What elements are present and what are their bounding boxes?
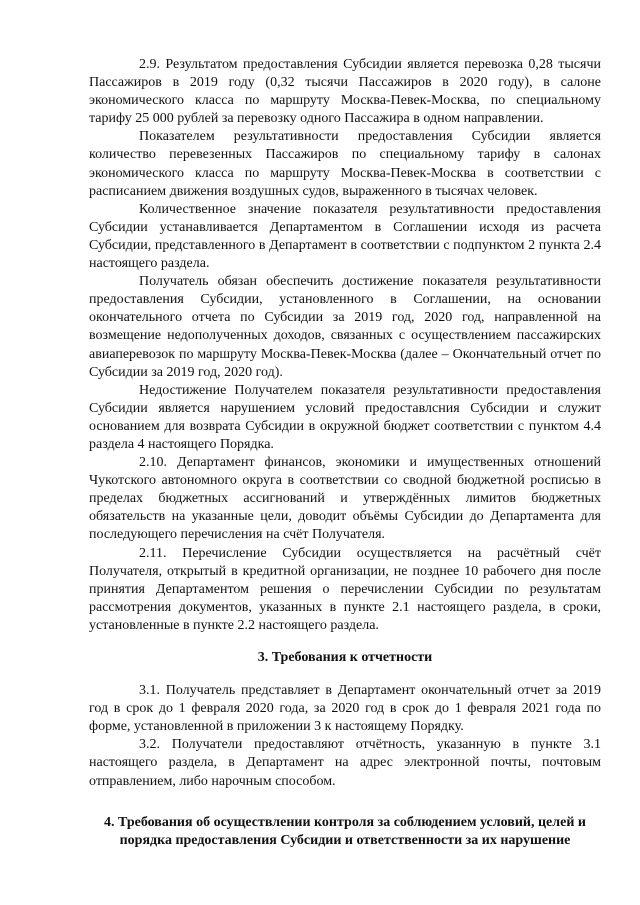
document-body: [89, 56, 601, 850]
paragraph-2-11: 2.11. Перечисление Субсидии осуществляется на расчётный счёт Получателя, открытый в кредитной организации, не позднее 10 рабочего дня после принятия Департаментом решения о перечислении Субсидии по результатам рассмотрения документов, указанных в пункте 2.1 настоящего раздела, в сроки, установленные в пункте 2.2 настоящего раздела.: [89, 545, 601, 633]
paragraph-3-1: 3.1. Получатель представляет в Департамент окончательный отчет за 2019 год в срок до 1 февраля 2020 года, за 2020 год в срок до 1 февраля 2021 года по форме, установленной в приложении 3 к настоящему Порядку.: [89, 683, 601, 735]
section-3-heading: 3. Требования к отчетности: [257, 650, 433, 665]
paragraph-non-achievement: Недостижение Получателем показателя результативности предоставления Субсидии является нарушением условий предоставлсния Субсидии и служит основанием для возврата Субсидии в окружной бюджет соответствии с пунктом 4.4 раздела 4 настоящего Порядка.: [89, 382, 601, 452]
paragraph-2-10: 2.10. Департамент финансов, экономики и имущественных отношений Чукотского автономного округа в соответствии со сводной бюджетной росписью в пределах бюджетных ассигнований и утверждённых лимитов бюджетных обязательств на указанные цели, доводит объёмы Субсидии до Департамента для последующего перечисления на счёт Получателя.: [89, 455, 601, 543]
paragraph-indicator-value: Количественное значение показателя результативности предоставления Субсидии устанавливается Департаментом в Соглашении исходя из расчета Субсидии, представленного в Департамент в соответствии с подпунктом 2 пункта 2.4 настоящего раздела.: [89, 201, 601, 272]
paragraph-result-indicator: Показателем результативности предоставления Субсидии является количество перевезенных Пассажиров по специальному тарифу в салонах экономического класса по маршруту Москва-Певек-Москва в соответствии с расписанием движения воздушных судов, выраженного в тысячах человек.: [89, 129, 601, 199]
section-4-heading: 4. Требования об осуществлении контроля за соблюдением условий, целей и порядка предоставления Субсидии и ответственности за их нарушение: [104, 814, 586, 848]
paragraph-2-9: 2.9. Результатом предоставления Субсидии является перевозка 0,28 тысячи Пассажиров в 2019 году (0,32 тысячи Пассажиров в 2020 году), в салоне экономического класса по маршруту Москва-Певек-Москва, по специальному тарифу 25 000 рублей за перевозку одного Пассажира в одном направлении.: [89, 57, 601, 127]
paragraph-3-2: 3.2. Получатели предоставляют отчётность, указанную в пункте 3.1 настоящего раздела, в Департамент на адрес электронной почты, почтовым отправлением, либо нарочным способом.: [89, 737, 601, 789]
paragraph-recipient-obligation: Получатель обязан обеспечить достижение показателя результативности предоставления Субсидии, установленного в Соглашении, на основании окончательного отчета по Субсидии за 2019 год, 2020 год, направленной на возмещение недополученных доходов, связанных с осуществлением пассажирских авиаперевозок по маршруту Москва-Певек-Москва (далее – Окончательный отчет по Субсидии за 2019 год, 2020 год).: [89, 274, 601, 380]
